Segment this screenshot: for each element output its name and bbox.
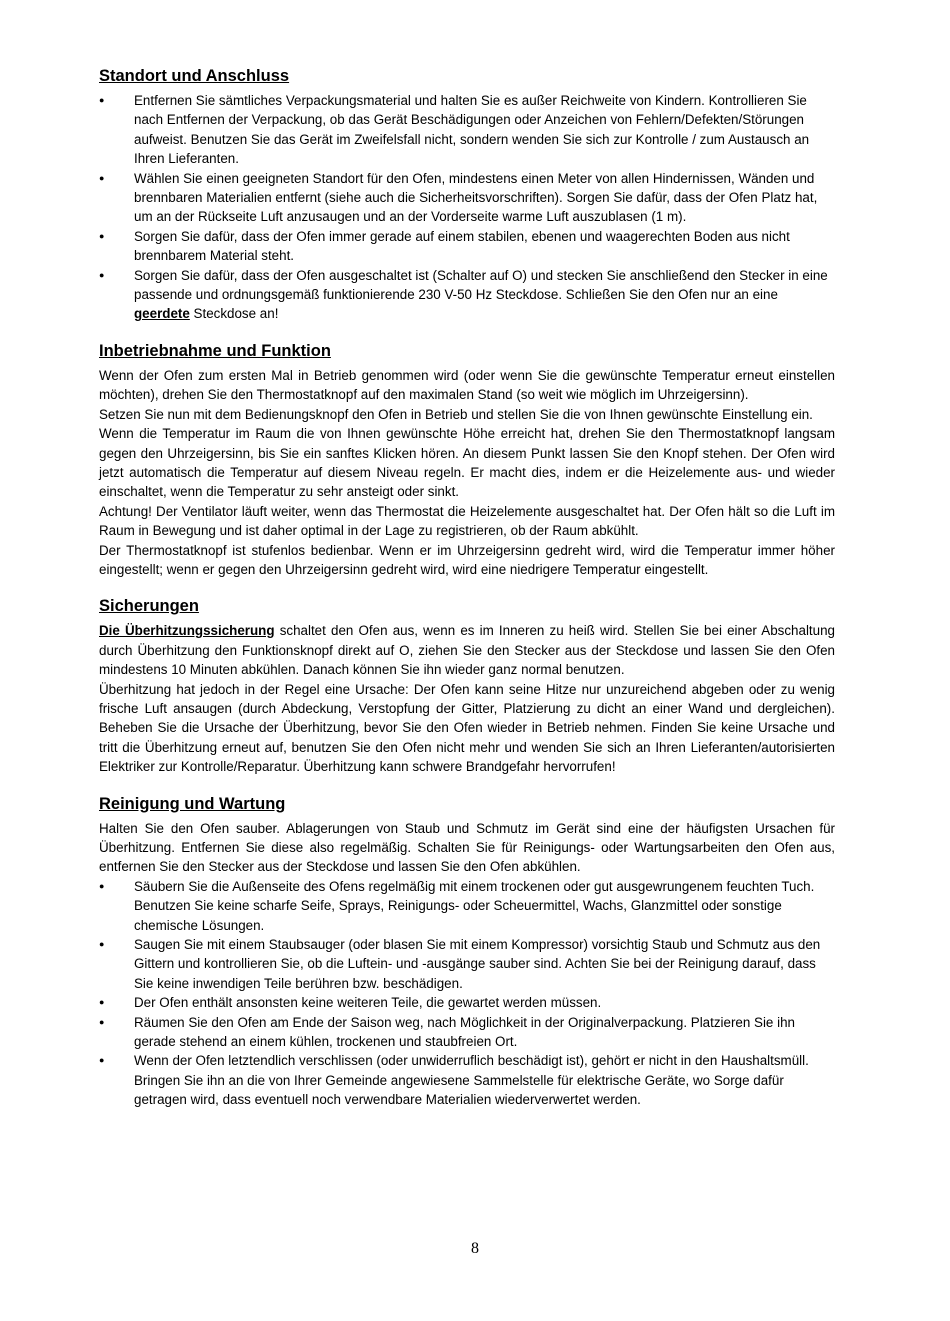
list-item <box>99 266 835 324</box>
bullet-text: Sorgen Sie dafür, dass der Ofen ausgeschaltet ist (Schalter auf O) und stecken Sie anschließend den Stecker in eine passende und ordnungsgemäß funktionierende 230 V-50 Hz Steckdose. Schließen Sie den Ofen nur an eine <box>134 267 828 303</box>
list-item: ● Räumen Sie den Ofen am Ende der Saison weg, nach Möglichkeit in der Originalverpackung. Platzieren Sie ihn gerade stehend an einem kühlen, trockenen und staubfreien Ort. <box>99 1013 835 1052</box>
section-sicherungen <box>99 596 835 776</box>
list-item: ● Wählen Sie einen geeigneten Standort für den Ofen, mindestens einen Meter von allen Hindernissen, Wänden und brennbaren Materialien entfernt (siehe auch die Sicherheitsvorschriften). Sorgen Sie dafür, dass der Ofen Platz hat, um an der Rückseite Luft anzusaugen und an der Vorderseite warme Luft auszublasen (1 m). <box>99 169 835 227</box>
lead-ueberhitzungssicherung: Die Überhitzungssicherung <box>99 623 275 639</box>
list-item: ● Sorgen Sie dafür, dass der Ofen immer gerade auf einem stabilen, ebenen und waagerechten Boden aus nicht brennbarem Material steht. <box>99 227 835 266</box>
paragraph: Überhitzung hat jedoch in der Regel eine Ursache: Der Ofen kann seine Hitze nur unzureichend abgeben oder zu wenig frische Luft ansaugen (durch Abdeckung, Verstopfung der Gitter, Platzierung zu dicht an einer Wand und dergleichen). Beheben Sie die Ursache der Überhitzung, bevor Sie den Ofen wieder in Betrieb nehmen. Finden Sie keine Ursache und tritt die Überhitzung erneut auf, benutzen Sie den Ofen nicht mehr und wenden Sie sich an Ihren Lieferanten/autorisierten Elektriker zur Kontrolle/Reparatur. Überhitzung kann schwere Brandgefahr hervorrufen! <box>99 681 835 775</box>
list-item: ● Saugen Sie mit einem Staubsauger (oder blasen Sie mit einem Kompressor) vorsichtig Staub und Schmutz aus den Gittern und kontrollieren Sie, ob die Luftein- und -ausgänge sauber sind. Achten Sie bei der Reinigung darauf, dass Sie keine inwendigen Teile berühren bzw. beschädigen. <box>99 935 835 993</box>
section-inbetriebnahme <box>99 341 835 579</box>
section-reinigung <box>99 794 835 1110</box>
emphasis-geerdete: geerdete <box>134 306 190 322</box>
bullet-text: Steckdose an! <box>189 306 279 322</box>
section-standort <box>99 66 835 324</box>
page-number: 8 <box>471 1240 479 1257</box>
section-title-sicherungen: Sicherungen <box>99 597 199 616</box>
paragraph <box>99 621 835 679</box>
paragraph: Achtung! Der Ventilator läuft weiter, wenn das Thermostat die Heizelemente ausgeschaltet hat. Der Ofen hält so die Luft im Raum in Bewegung und ist daher optimal in der Lage zu registrieren, ob der Raum abkühlt. <box>99 503 835 539</box>
section-title-standort: Standort und Anschluss <box>99 67 290 85</box>
paragraph: Halten Sie den Ofen sauber. Ablagerungen von Staub und Schmutz im Gerät sind eine der häufigsten Ursachen für Überhitzung. Entfernen Sie diese also regelmäßig. Schalten Sie für Reinigungs- oder Wartungsarbeiten den Ofen aus, entfernen Sie den Stecker aus der Steckdose und lassen Sie den Ofen abkühlen. <box>99 820 835 875</box>
paragraph: Der Thermostatknopf ist stufenlos bedienbar. Wenn er im Uhrzeigersinn gedreht wird, wird die Temperatur immer höher eingestellt; wenn er gegen den Uhrzeigersinn gedreht wird, wird eine niedrigere Temperatur eingestellt. <box>99 542 835 577</box>
reinigung-bullet-list <box>99 877 835 1110</box>
list-item: ● Wenn der Ofen letztendlich verschlissen (oder unwiderruflich beschädigt ist), gehört er nicht in den Haushaltsmüll. Bringen Sie ihn an die von Ihrer Gemeinde angewiesene Sammelstelle für elektrische Geräte, wo Sorge dafür getragen wird, dass eventuell noch verwendbare Materialien wiederverwertet werden. <box>99 1051 835 1109</box>
standort-bullet-list <box>99 91 835 324</box>
section-title-inbetriebnahme: Inbetriebnahme und Funktion <box>99 341 331 360</box>
list-item: ● Der Ofen enthält ansonsten keine weiteren Teile, die gewartet werden müssen. <box>99 993 835 1012</box>
paragraph: Wenn die Temperatur im Raum die von Ihnen gewünschte Höhe erreicht hat, drehen Sie den Thermostatknopf langsam gegen den Uhrzeigersinn, bis Sie ein sanftes Klicken hören. An diesem Punkt lassen Sie den Knopf stehen. Der Ofen wird jetzt automatisch die Temperatur auf diesem Niveau regeln. Er macht dies, indem er die Heizelemente aus- und wieder einschaltet, wenn die Temperatur zu sehr ansteigt oder sinkt. <box>99 426 835 500</box>
document-page <box>99 66 835 1127</box>
paragraph-text: schaltet den Ofen aus, wenn es im Inneren zu heiß wird. Stellen Sie bei einer Abschaltung durch Überhitzung den Funktionsknopf direkt auf O, ziehen Sie den Stecker aus der Steckdose und lassen Sie den Ofen mindestens 10 Minuten abkühlen. Danach können Sie ihn wieder ganz normal benutzen. <box>99 623 835 678</box>
list-item: ● Säubern Sie die Außenseite des Ofens regelmäßig mit einem trockenen oder gut ausgewrungenem feuchten Tuch. Benutzen Sie keine scharfe Seife, Sprays, Reinigungs- oder Scheuermittel, Wachs, Glanzmittel oder sonstige chemische Lösungen. <box>99 877 835 935</box>
paragraph: Setzen Sie nun mit dem Bedienungsknopf den Ofen in Betrieb und stellen Sie die von Ihnen gewünschte Einstellung ein. <box>99 406 813 422</box>
paragraph: Wenn der Ofen zum ersten Mal in Betrieb genommen wird (oder wenn Sie die gewünschte Temperatur erneut einstellen möchten), drehen Sie den Thermostatknopf auf den maximalen Stand (so weit wie möglich im Uhrzeigersinn). <box>99 367 835 403</box>
section-title-reinigung: Reinigung und Wartung <box>99 794 286 813</box>
list-item: ● Entfernen Sie sämtliches Verpackungsmaterial und halten Sie es außer Reichweite von Kindern. Kontrollieren Sie nach Entfernen der Verpackung, ob das Gerät Beschädigungen oder Anzeichen von Fehlern/Defekten/Störungen aufweist. Benutzen Sie das Gerät im Zweifelsfall nicht, sondern wenden Sie sich zur Kontrolle / zum Austausch an Ihren Lieferanten. <box>99 91 835 169</box>
